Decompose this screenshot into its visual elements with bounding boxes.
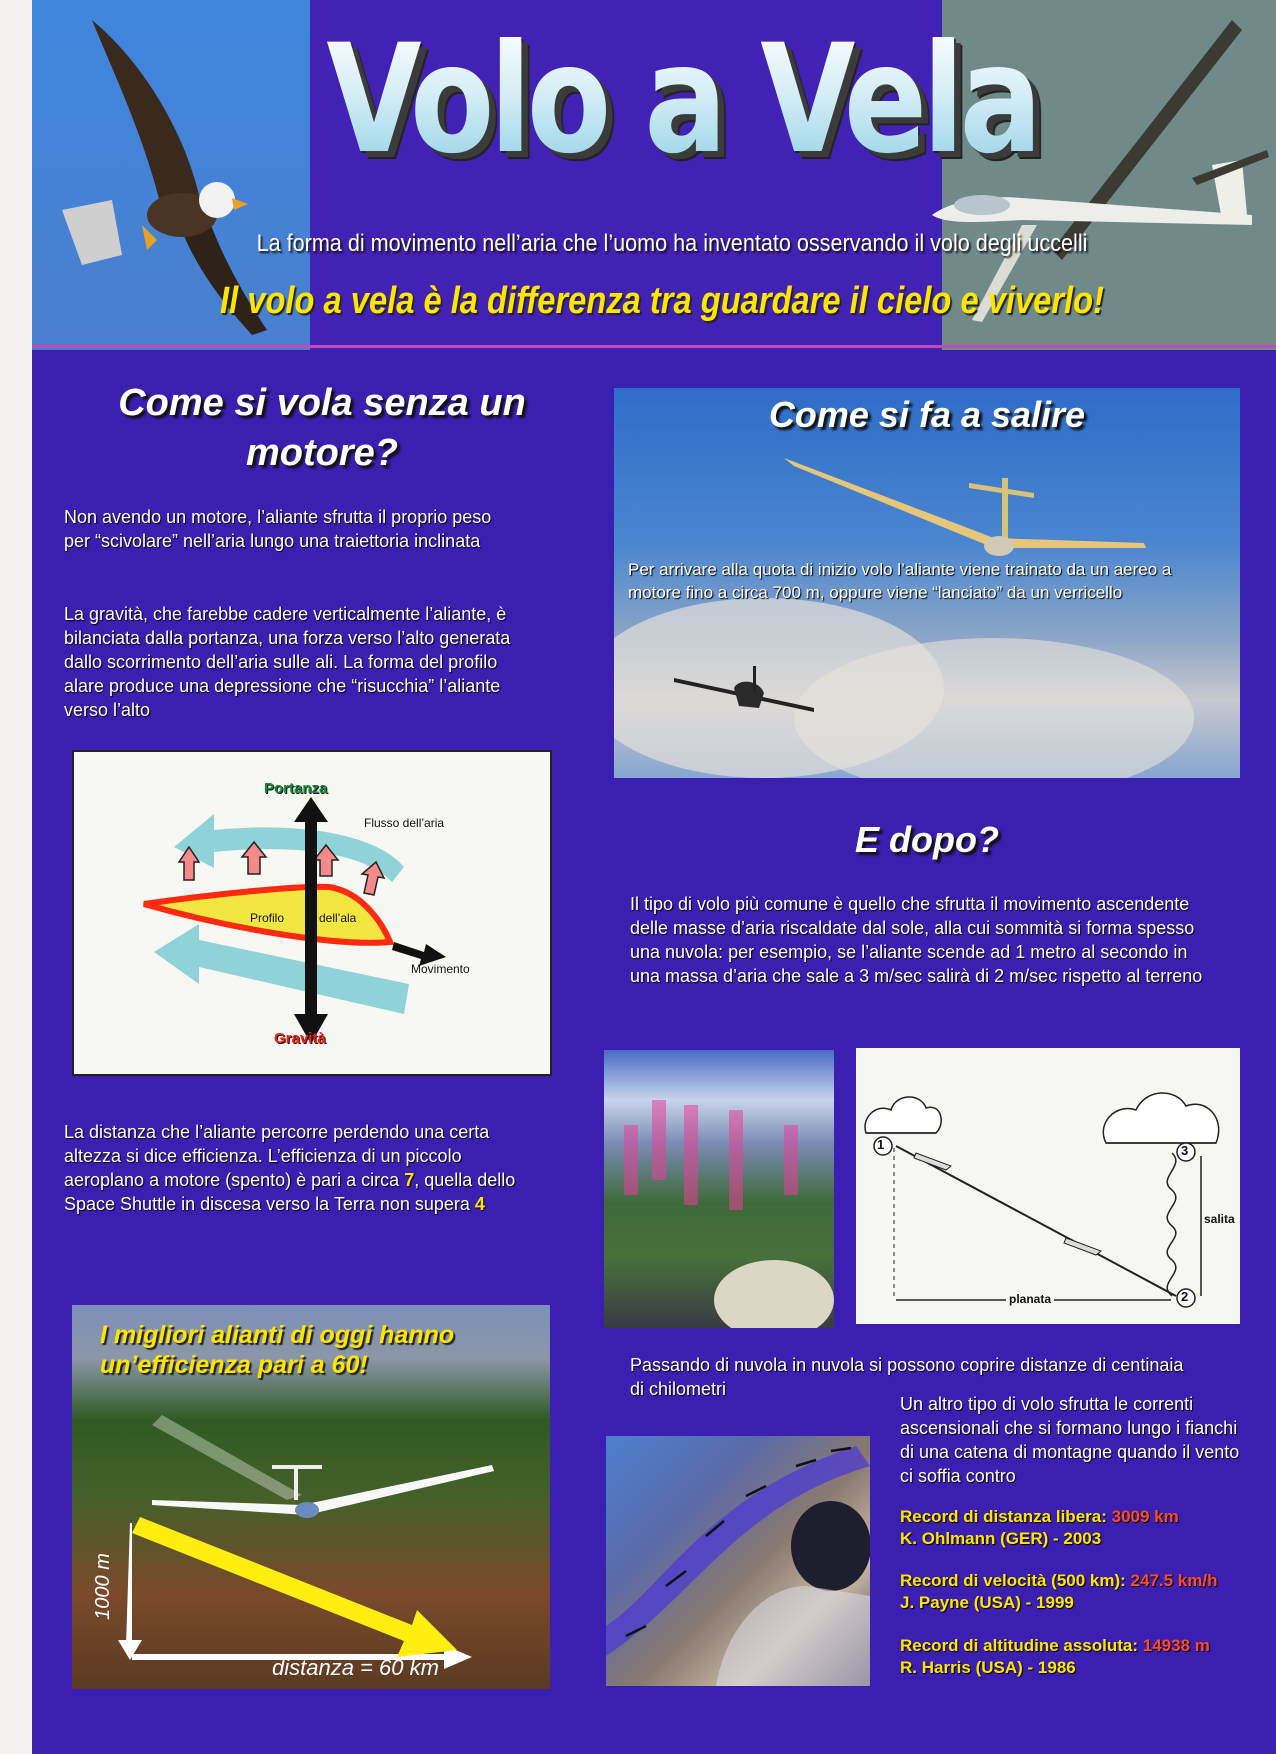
flyer-page <box>32 0 1276 1754</box>
best-gliders-photo <box>72 1305 550 1689</box>
header-banner <box>32 0 1276 350</box>
section-heading-motore <box>52 378 592 478</box>
label-motion: Movimento <box>411 962 470 976</box>
best-gliders-caption <box>100 1320 520 1380</box>
record-holder: K. Ohlmann (GER) - 2003 <box>900 1529 1102 1548</box>
record-value: 247.5 km/h <box>1130 1571 1218 1590</box>
efficiency-text: , quella dello Space Shuttle in discesa verso la Terra non supera <box>64 1170 516 1214</box>
label-climb: salita <box>1204 1212 1235 1226</box>
label-airflow: Flusso dell’aria <box>364 816 445 830</box>
label-lift: Portanza <box>264 780 328 797</box>
efficiency-value-shuttle: 4 <box>474 1194 485 1214</box>
heading-line: motore? <box>246 432 398 474</box>
paragraph-motore-2: La gravità, che farebbe cadere verticalmente l’aliante, è bilanciata dalla portanza, una forza verso l’alto generata dallo scorrimento dell’aria sulle ali. La forma del profilo alare produce una depressione che “risucchia” l’aliante verso l’alto <box>64 604 511 720</box>
wing-profile-diagram <box>72 750 552 1076</box>
record-holder: R. Harris (USA) - 1986 <box>900 1658 1076 1677</box>
record-distance <box>900 1506 1179 1550</box>
paragraph-motore-1: Non avendo un motore, l’aliante sfrutta il proprio peso per “scivolare” nell’aria lungo una traiettoria inclinata <box>64 507 492 551</box>
thermals-photo <box>604 1050 834 1328</box>
record-holder: J. Payne (USA) - 1999 <box>900 1593 1074 1612</box>
record-value: 3009 km <box>1111 1507 1179 1526</box>
paragraph-cloud: Passando di nuvola in nuvola si possono coprire distanze di centinaia di chilometri <box>630 1355 1184 1399</box>
caption-line: I migliori alianti di oggi hanno <box>100 1321 455 1349</box>
record-altitude <box>900 1635 1210 1679</box>
header-divider <box>32 345 1276 348</box>
section-heading-dopo: E dopo? <box>855 819 999 860</box>
wing-diagram-graphic <box>74 752 550 1074</box>
efficiency-text: La distanza che l’aliante percorre perdendo una certa altezza si dice efficienza. L’efficienza di un piccolo aeroplano a motore (spento) è pari a circa <box>64 1122 490 1190</box>
record-label: Record di altitudine assoluta: <box>900 1636 1143 1655</box>
label-height: 1000 m <box>91 1553 114 1620</box>
heading-line: Come si vola senza un <box>118 382 526 424</box>
point-2: 2 <box>1181 1289 1189 1304</box>
ridge-soaring-photo <box>606 1436 870 1686</box>
page-subtitle: La forma di movimento nell’aria che l’uomo ha inventato osservando il volo degli uccelli <box>256 230 1088 257</box>
thermal-diagram-graphic <box>856 1048 1240 1324</box>
paragraph-ridge: Un altro tipo di volo sfrutta le correnti ascensionali che si formano lungo i fianchi di una catena di montagne quando il vento ci soffia contro <box>900 1394 1240 1486</box>
label-glide: planata <box>1006 1292 1054 1306</box>
record-value: 14938 m <box>1142 1636 1210 1655</box>
record-label: Record di distanza libera: <box>900 1507 1112 1526</box>
paragraph-efficiency <box>64 1120 544 1216</box>
thermal-columns-graphic <box>604 1050 834 1328</box>
label-distance: distanza = 60 km <box>272 1655 439 1680</box>
label-profile-left: Profilo <box>250 911 285 925</box>
record-label: Record di velocità (500 km): <box>900 1571 1131 1590</box>
tow-launch-photo <box>614 388 1240 778</box>
caption-line: un’efficienza pari a 60! <box>100 1351 368 1379</box>
ridge-airflow-graphic <box>606 1436 870 1686</box>
efficiency-value-plane: 7 <box>404 1170 415 1190</box>
record-speed <box>900 1570 1217 1614</box>
paragraph-dopo: Il tipo di volo più comune è quello che sfrutta il movimento ascendente delle masse d’aria riscaldate dal sole, alla cui sommità si forma spesso una nuvola: per esempio, se l’aliante scende ad 1 metro al secondo in una massa d’aria che sale a 3 m/sec salirà di 2 m/sec rispetto al terreno <box>630 894 1203 986</box>
point-1: 1 <box>877 1137 885 1152</box>
point-3: 3 <box>1181 1143 1189 1158</box>
section-heading-salire: Come si fa a salire <box>768 394 1086 435</box>
label-profile-right: dell’ala <box>319 911 357 925</box>
thermal-glide-diagram <box>856 1048 1240 1324</box>
paragraph-salire: Per arrivare alla quota di inizio volo l’aliante viene trainato da un aereo a motore fino a circa 700 m, oppure viene “lanciato” da un verricello <box>628 560 1172 602</box>
page-title: Volo a Vela <box>313 20 1051 180</box>
slogan: Il volo a vela è la differenza tra guardare il cielo e viverlo! <box>220 280 1104 322</box>
label-gravity: Gravità <box>274 1030 326 1047</box>
